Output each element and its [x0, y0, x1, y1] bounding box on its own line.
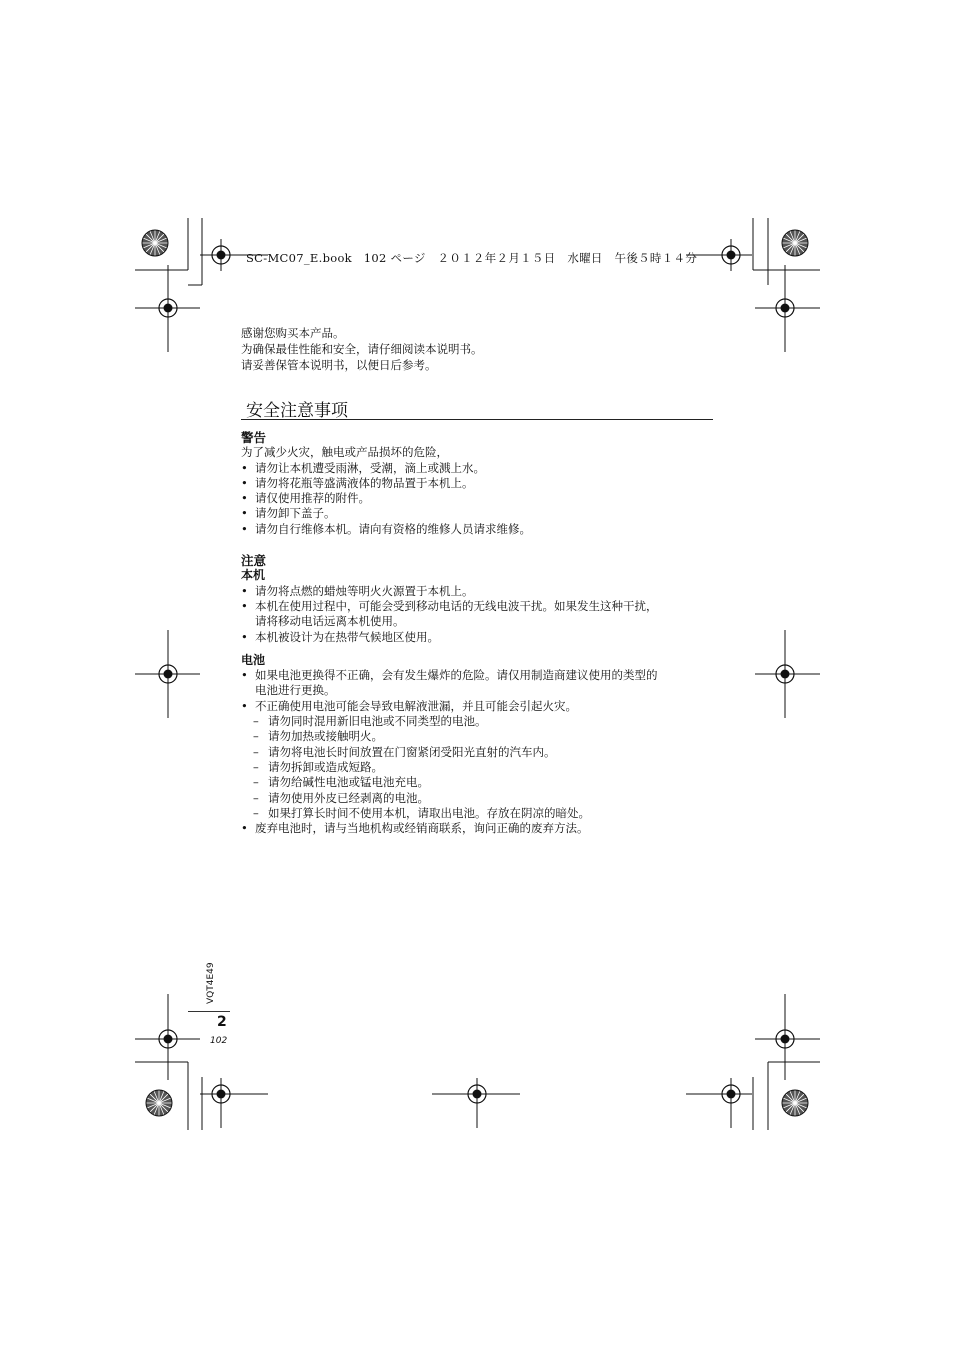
- list-item: • 本机在使用过程中，可能会受到移动电话的无线电波干扰。如果发生这种干扰，: [241, 598, 658, 613]
- list-item: • 本机被设计为在热带气候地区使用。: [241, 629, 439, 644]
- print-file-info: SC-MC07_E.book 102 ページ ２０１２年２月１５日 水曜日 午後５時１４分: [246, 251, 698, 265]
- bullet-marker: •: [241, 583, 248, 598]
- caution-heading: 注意: [241, 553, 267, 569]
- sub-list-item: – 请勿同时混用新旧电池或不同类型的电池。: [253, 714, 487, 729]
- intro-text: [241, 325, 483, 373]
- list-item: • 请勿将点燃的蜡烛等明火火源置于本机上。: [241, 583, 474, 598]
- list-item-continued: 请将移动电话远离本机使用。: [255, 614, 405, 629]
- list-item: • 不正确使用电池可能会导致电解液泄漏，并且可能会引起火灾。: [241, 698, 577, 713]
- dash-marker: –: [253, 775, 259, 790]
- bullet-marker: •: [241, 475, 248, 490]
- list-item-continued: 电池进行更换。: [255, 683, 336, 698]
- intro-line: 感谢您购买本产品。: [241, 326, 345, 340]
- page-number-rule: [188, 1011, 230, 1012]
- list-item: • 废弃电池时，请与当地机构或经销商联系，询问正确的废弃方法。: [241, 821, 589, 836]
- intro-line: 为确保最佳性能和安全，请仔细阅读本说明书。: [241, 342, 483, 356]
- safety-content: [241, 430, 721, 836]
- bullet-marker: •: [241, 491, 248, 506]
- dash-marker: –: [253, 744, 259, 759]
- battery-heading: 电池: [241, 652, 266, 667]
- sub-list-item: – 请勿使用外皮已经剥离的电池。: [253, 790, 429, 805]
- bullet-marker: •: [241, 668, 248, 683]
- dash-marker: –: [253, 714, 259, 729]
- unit-heading: 本机: [241, 568, 266, 583]
- list-item: • 如果电池更换得不正确，会有发生爆炸的危险。请仅用制造商建议使用的类型的: [241, 668, 658, 683]
- dash-marker: –: [253, 790, 259, 805]
- bullet-marker: •: [241, 521, 248, 536]
- list-item: • 请勿自行维修本机。请向有资格的维修人员请求维修。: [241, 521, 531, 536]
- warning-heading: 警告: [241, 430, 267, 445]
- bullet-marker: •: [241, 460, 248, 475]
- bullet-marker: •: [241, 506, 248, 521]
- dash-marker: –: [253, 729, 259, 744]
- bullet-marker: •: [241, 698, 248, 713]
- dash-marker: –: [253, 759, 259, 774]
- intro-line: 请妥善保管本说明书，以便日后参考。: [241, 358, 437, 372]
- sub-list-item: – 请勿加热或接触明火。: [253, 729, 383, 744]
- bullet-marker: •: [241, 629, 248, 644]
- warning-lead: 为了减少火灾，触电或产品损坏的危险，: [241, 445, 448, 460]
- list-item: • 请仅使用推荐的附件。: [241, 491, 370, 506]
- list-item: • 请勿将花瓶等盛满液体的物品置于本机上。: [241, 475, 474, 490]
- sub-list-item: – 请勿将电池长时间放置在门窗紧闭受阳光直射的汽车内。: [253, 744, 556, 759]
- sub-list-item: – 如果打算长时间不使用本机，请取出电池。存放在阴凉的暗处。: [253, 805, 590, 820]
- list-item: • 请勿让本机遭受雨淋，受潮，滴上或溅上水。: [241, 460, 485, 475]
- sub-list-item: – 请勿给碱性电池或锰电池充电。: [253, 775, 429, 790]
- dash-marker: –: [253, 805, 259, 820]
- book-page-number: 102: [210, 1036, 228, 1046]
- list-item: • 请勿卸下盖子。: [241, 506, 336, 521]
- document-code: VQT4E49: [206, 962, 216, 1004]
- bullet-marker: •: [241, 821, 248, 836]
- page-number: 2: [217, 1014, 227, 1030]
- bullet-marker: •: [241, 598, 248, 613]
- sub-list-item: – 请勿拆卸或造成短路。: [253, 759, 383, 774]
- section-title: 安全注意事项: [246, 401, 348, 421]
- title-underline: [241, 419, 713, 420]
